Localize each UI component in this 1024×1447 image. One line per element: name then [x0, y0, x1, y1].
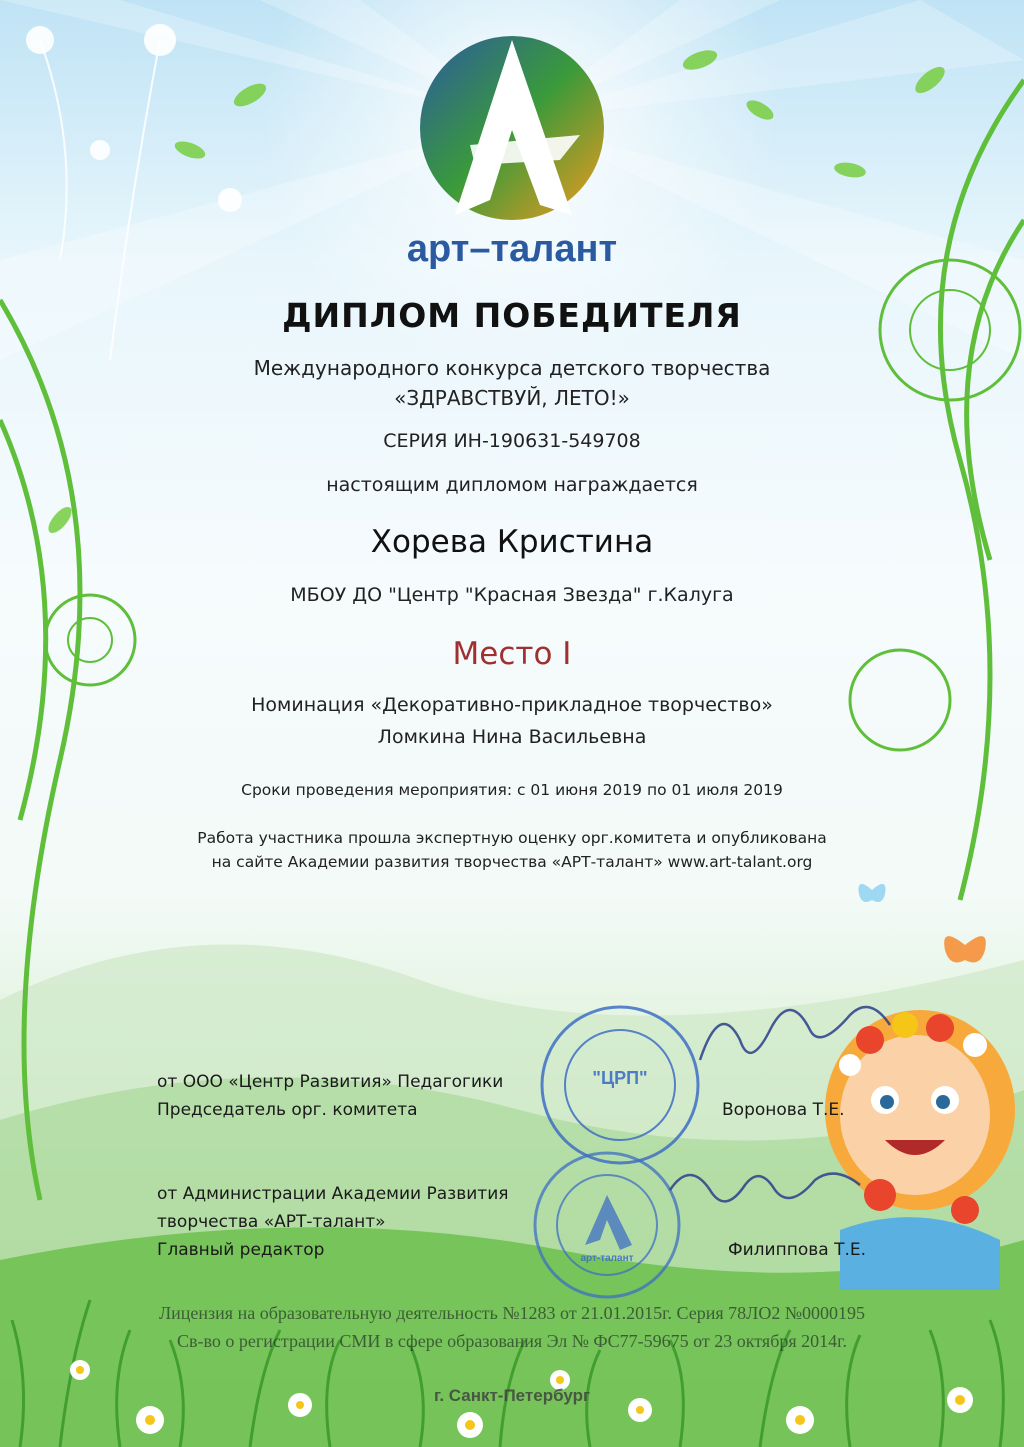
signature1-line2: Председатель орг. комитета — [157, 1100, 418, 1120]
signature1-name: Воронова Т.Е. — [722, 1100, 845, 1120]
registration-text: Св-во о регистрации СМИ в сфере образования Эл № ФС77-59675 от 23 октября 2014г. — [176, 1331, 847, 1351]
evaluation-note-line1: Работа участника прошла экспертную оценку орг.комитета и опубликована — [197, 829, 827, 847]
organization: МБОУ ДО "Центр "Красная Звезда" г.Калуга — [290, 584, 734, 606]
signature2-line1: от Администрации Академии Развития — [157, 1184, 509, 1204]
place-award: Место I — [452, 636, 572, 672]
diploma-title: ДИПЛОМ ПОБЕДИТЕЛЯ — [282, 296, 742, 335]
event-dates: Сроки проведения мероприятия: с 01 июня 2019 по 01 июля 2019 — [241, 781, 783, 799]
butterfly-icon — [859, 884, 886, 902]
awarded-text: настоящим дипломом награждается — [326, 474, 698, 496]
art-talant-logo-icon — [420, 36, 604, 220]
teacher-name: Ломкина Нина Васильевна — [377, 726, 647, 748]
recipient-name: Хорева Кристина — [370, 524, 654, 560]
evaluation-note-line2: на сайте Академии развития творчества «АРТ-талант» www.art-talant.org — [211, 853, 813, 871]
signature2-name: Филиппова Т.Е. — [728, 1240, 867, 1260]
nomination: Номинация «Декоративно-прикладное творчество» — [251, 694, 773, 716]
signature2-line3: Главный редактор — [157, 1240, 325, 1260]
signature2-line2: творчества «АРТ-талант» — [157, 1212, 386, 1232]
logo-text: арт–талант — [406, 228, 618, 270]
series-number: СЕРИЯ ИН-190631-549708 — [383, 430, 641, 452]
crp-stamp-label: "ЦРП" — [592, 1068, 648, 1088]
contest-line: Международного конкурса детского творчества — [253, 356, 771, 380]
art-stamp-label: арт-талант — [580, 1253, 634, 1264]
contest-name: «ЗДРАВСТВУЙ, ЛЕТО!» — [394, 386, 630, 410]
butterfly-icon — [944, 936, 986, 962]
city-text: г. Санкт-Петербург — [433, 1386, 591, 1405]
license-text: Лицензия на образовательную деятельность №1283 от 21.01.2015г. Серия 78ЛО2 №0000195 — [158, 1303, 866, 1323]
signature1-line1: от ООО «Центр Развития» Педагогики — [157, 1072, 504, 1092]
